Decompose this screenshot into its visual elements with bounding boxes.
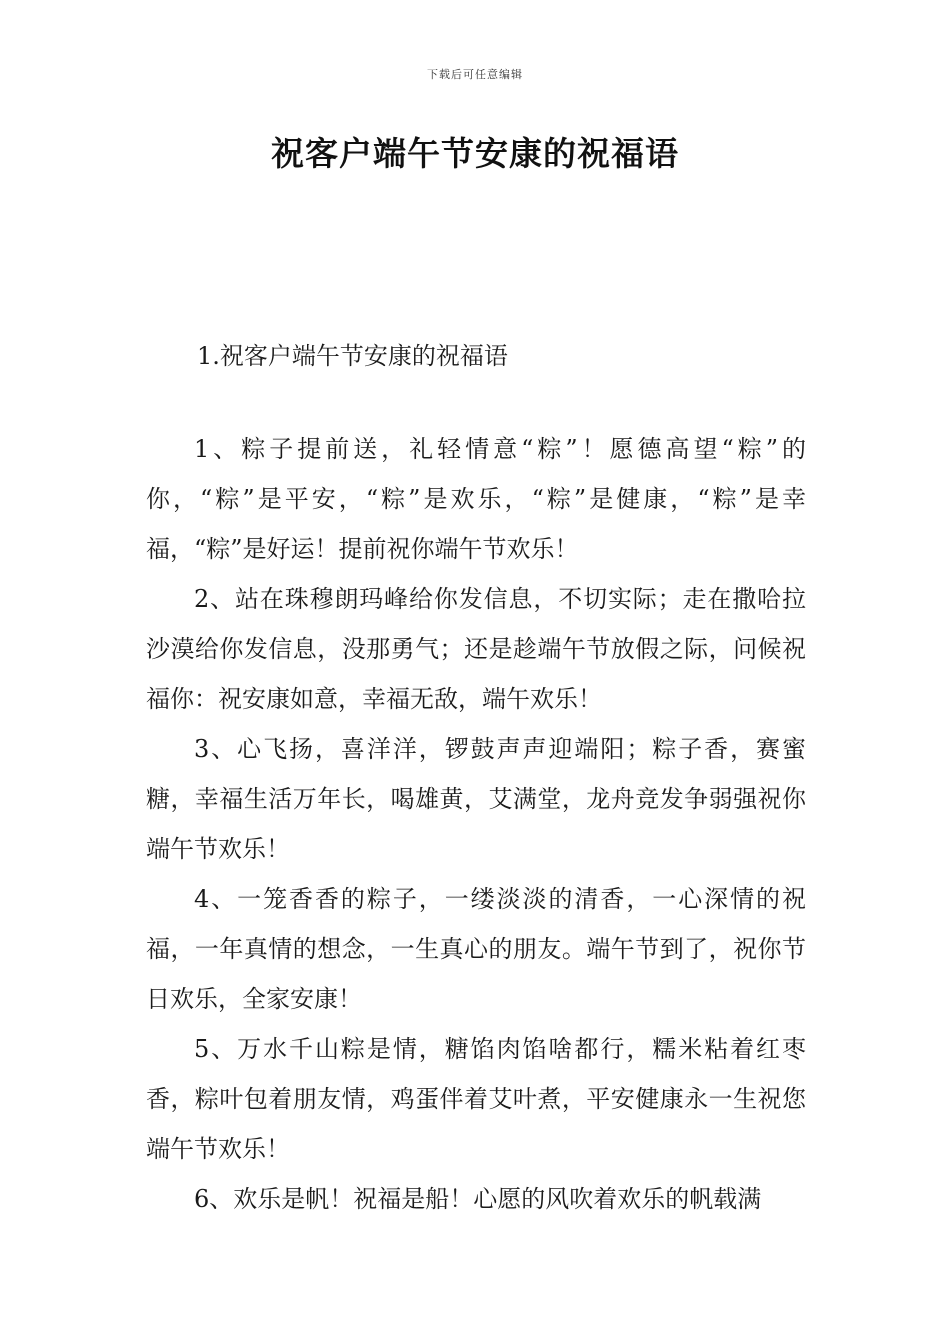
paragraph-4: 4、一笼香香的粽子，一缕淡淡的清香，一心深情的祝福，一年真情的想念，一生真心的朋友。端午节到了，祝你节日欢乐，全家安康！ (146, 885, 806, 1013)
paragraph-6: 6、欢乐是帆！祝福是船！心愿的风吹着欢乐的帆载满 (194, 1185, 762, 1213)
section-heading: 1.祝客户端午节安康的祝福语 (197, 342, 508, 370)
document-body (146, 424, 806, 1224)
paragraph-3: 3、心飞扬，喜洋洋，锣鼓声声迎端阳；粽子香，赛蜜糖，幸福生活万年长，喝雄黄，艾满堂，龙舟竞发争弱强祝你端午节欢乐！ (146, 735, 806, 863)
paragraph-1: 1、粽子提前送，礼轻情意“粽”！愿德高望“粽”的你，“粽”是平安，“粽”是欢乐，“粽”是健康，“粽”是幸福，“粽”是好运！提前祝你端午节欢乐！ (146, 435, 806, 563)
header-note: 下载后可任意编辑 (427, 68, 523, 81)
paragraph-2: 2、站在珠穆朗玛峰给你发信息，不切实际；走在撒哈拉沙漠给你发信息，没那勇气；还是趁端午节放假之际，问候祝福你：祝安康如意，幸福无敌，端午欢乐！ (146, 585, 806, 713)
paragraph-5: 5、万水千山粽是情，糖馅肉馅啥都行，糯米粘着红枣香，粽叶包着朋友情，鸡蛋伴着艾叶煮，平安健康永一生祝您端午节欢乐！ (146, 1035, 806, 1163)
document-title: 祝客户端午节安康的祝福语 (271, 134, 679, 173)
